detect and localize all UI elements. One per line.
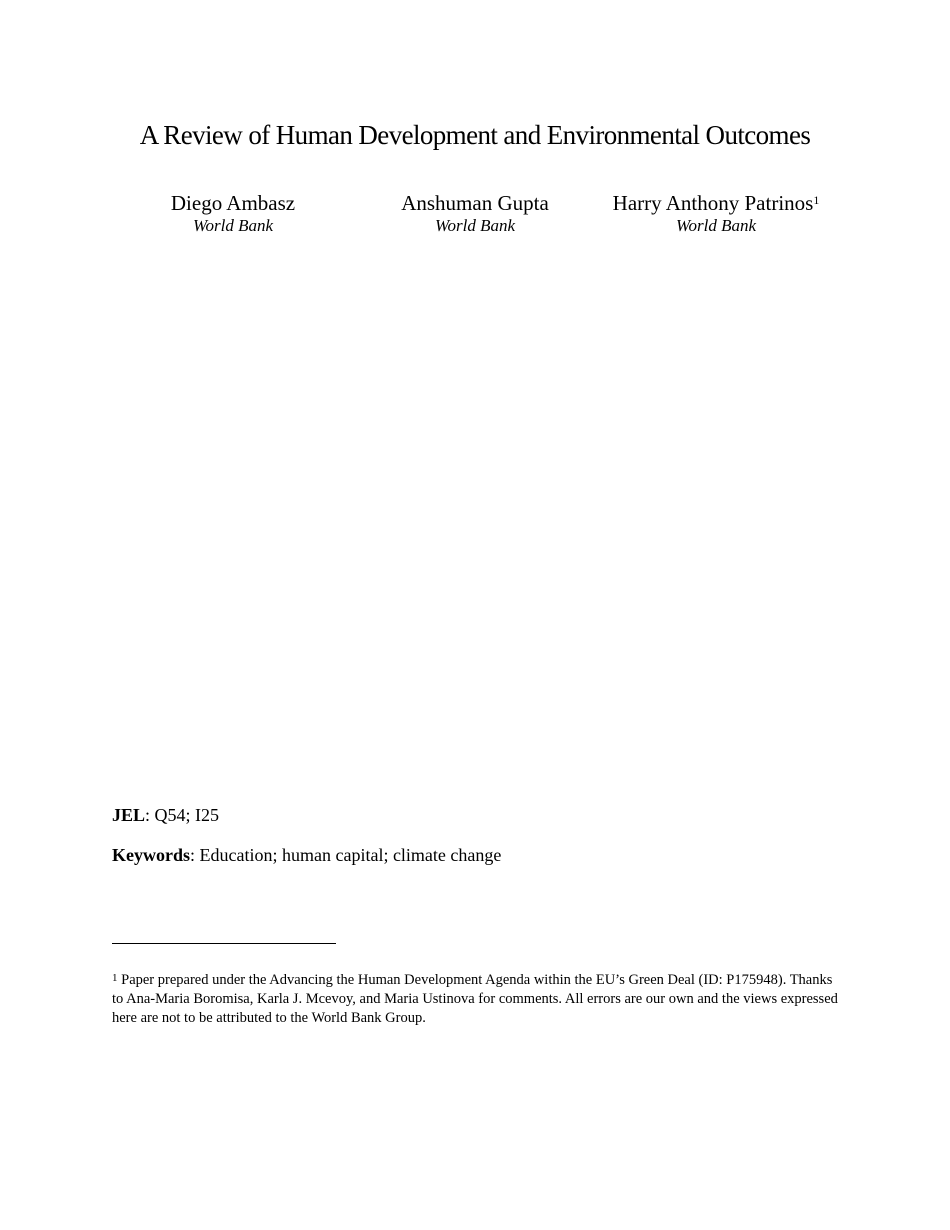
author-name-text: Anshuman Gupta: [401, 191, 549, 215]
author-name-text: Harry Anthony Patrinos: [612, 191, 814, 215]
author-name-text: Diego Ambasz: [170, 191, 296, 215]
jel-label: JEL: [112, 805, 146, 825]
jel-value: : Q54; I25: [145, 805, 220, 825]
author-name: [375, 190, 575, 216]
author-name: [596, 190, 836, 216]
author-affiliation: World Bank: [434, 216, 516, 235]
jel-codes: [112, 804, 219, 826]
author-affiliation: World Bank: [192, 216, 274, 235]
footnote-number: 1: [112, 972, 118, 984]
keywords-value: : Education; human capital; climate change: [190, 845, 502, 865]
author-block: [375, 190, 575, 236]
footnote-divider: [112, 943, 336, 944]
author-block: [596, 190, 836, 236]
footnote-mark[interactable]: 1: [813, 193, 820, 207]
paper-title: A Review of Human Development and Environmental Outcomes: [139, 120, 811, 150]
footnote: [112, 971, 844, 1028]
keywords: [112, 844, 501, 866]
keywords-label: Keywords: [112, 845, 190, 865]
author-name: [133, 190, 333, 216]
author-affiliation: World Bank: [675, 216, 757, 235]
footnote-text: Paper prepared under the Advancing the Human Development Agenda within the EU’s Green Deal (ID: P175948). Thanks to Ana-Maria Boromisa, Karla J. Mcevoy, and Maria Ustinova for comments. All errors are our own and the views expressed here are not to be attributed to the World Bank Group.: [112, 972, 838, 1026]
author-block: [133, 190, 333, 236]
